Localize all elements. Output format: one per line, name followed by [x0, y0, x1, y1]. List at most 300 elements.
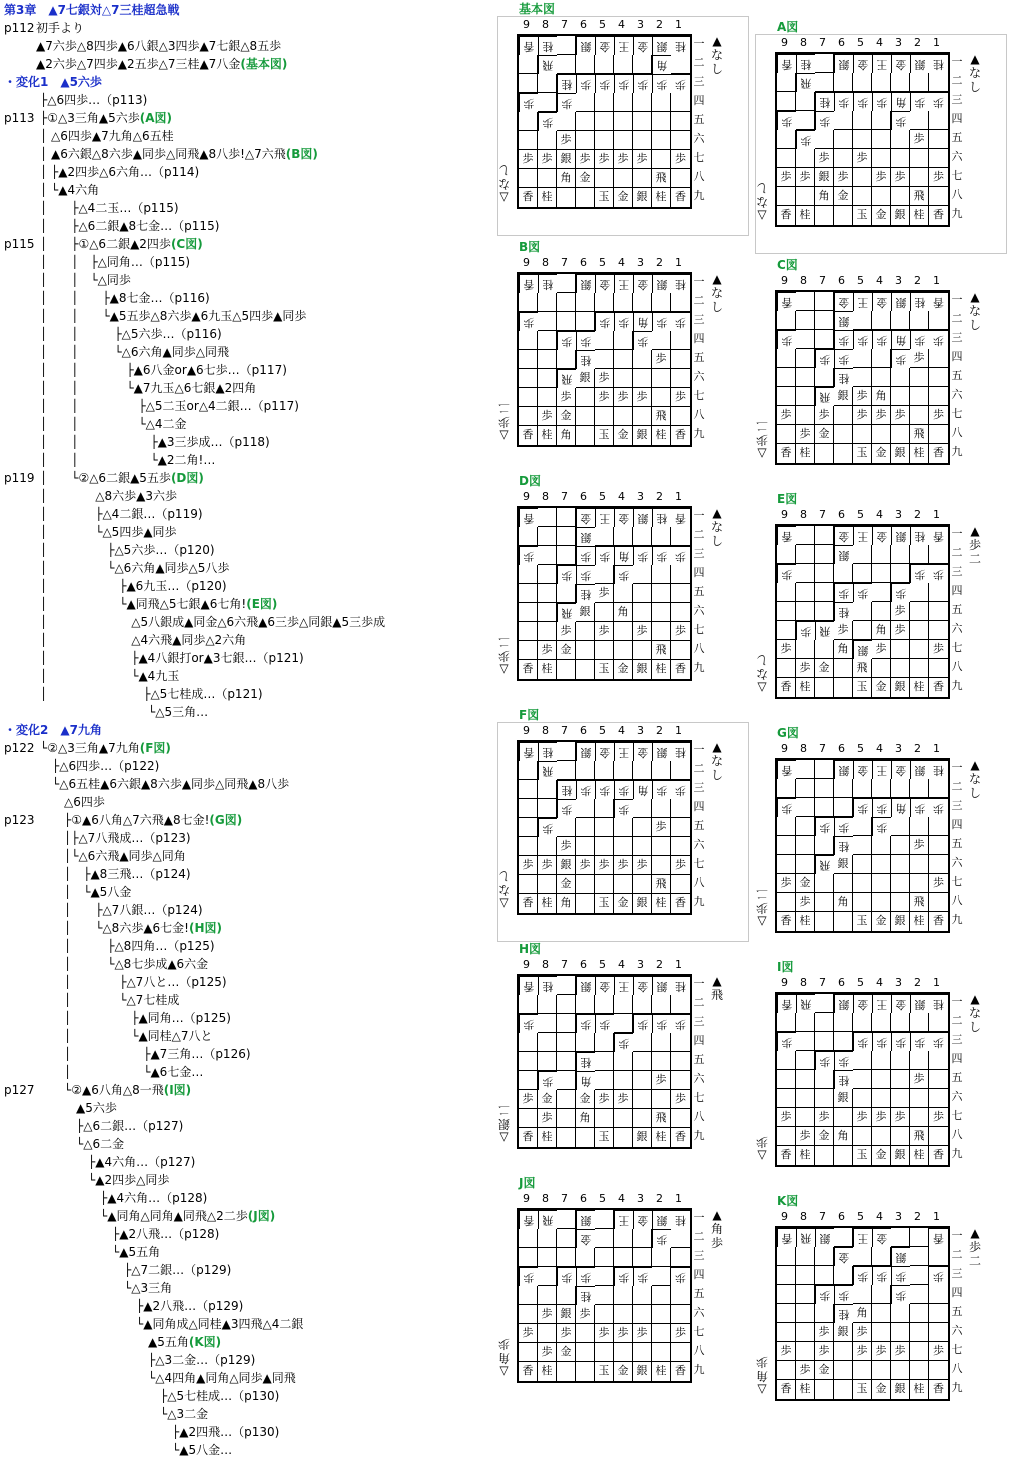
empty-square [614, 112, 633, 131]
empty-square [614, 1286, 633, 1305]
sente-piece: 角 [614, 603, 633, 622]
tree-line-text: │ ├▲8三飛…（p124) [40, 867, 191, 881]
file-label: 6 [580, 724, 587, 737]
file-label: 3 [895, 508, 902, 521]
rank-label: 四 [693, 1268, 705, 1281]
rank-label: 二 [693, 294, 705, 307]
gote-piece: 歩 [538, 818, 557, 837]
tree-line-text: │ │ ├▲6八金or▲6七歩…（p117) [40, 363, 287, 377]
gote-piece: 王 [595, 508, 614, 527]
empty-square [633, 875, 652, 894]
file-label: 4 [876, 508, 883, 521]
gote-piece: 桂 [538, 976, 557, 995]
gote-piece: 歩 [910, 1032, 929, 1051]
board-title: E図 [777, 492, 798, 506]
sente-piece: 桂 [910, 444, 929, 463]
empty-square [519, 641, 538, 660]
sente-piece: 角 [834, 1127, 853, 1146]
file-label: 2 [914, 976, 921, 989]
board-title: B図 [519, 240, 541, 254]
empty-square [815, 893, 834, 912]
sente-piece: 桂 [538, 894, 557, 913]
empty-square [891, 893, 910, 912]
sente-piece: 歩 [614, 388, 633, 407]
empty-square [796, 1032, 815, 1051]
file-label: 2 [656, 724, 663, 737]
rank-label: 一 [693, 509, 705, 522]
empty-square [796, 583, 815, 602]
rank-label: 二 [693, 56, 705, 69]
sente-piece: 歩 [633, 856, 652, 875]
empty-square [910, 817, 929, 836]
gote-piece: 金 [614, 508, 633, 527]
sente-piece: 桂 [910, 206, 929, 225]
gote-piece: 桂 [910, 526, 929, 545]
rank-label: 五 [951, 837, 963, 850]
sente-piece: 飛 [652, 169, 671, 188]
empty-square [595, 93, 614, 112]
gote-piece: 銀 [891, 1247, 910, 1266]
gote-piece: 歩 [671, 1014, 690, 1033]
empty-square [576, 660, 595, 679]
empty-square [538, 837, 557, 856]
empty-square [796, 187, 815, 206]
gote-piece: 歩 [891, 111, 910, 130]
empty-square [633, 1343, 652, 1362]
empty-square [872, 187, 891, 206]
empty-square [815, 678, 834, 697]
sente-piece: 銀 [633, 1128, 652, 1147]
tree-line [40, 290, 210, 307]
gote-piece: 歩 [872, 1032, 891, 1051]
gote-piece: 歩 [834, 583, 853, 602]
empty-square [652, 856, 671, 875]
sente-piece: 金 [614, 188, 633, 207]
tree-line-text: │ │ └▲2二角!… [40, 453, 216, 467]
sente-piece: 金 [872, 678, 891, 697]
empty-square [891, 836, 910, 855]
empty-square [519, 1229, 538, 1248]
tree-line [40, 974, 227, 991]
gote-piece: 銀 [652, 274, 671, 293]
gote-piece: 歩 [576, 74, 595, 93]
sente-piece: 角 [557, 894, 576, 913]
empty-square [796, 387, 815, 406]
tree-line-text: │ △6四歩▲7九角△6五桂 [40, 129, 174, 143]
tree-line-text: │ ├△7八と…（p125) [40, 975, 227, 989]
rank-label: 五 [693, 819, 705, 832]
gote-piece: 香 [929, 292, 948, 311]
gote-piece: 金 [595, 36, 614, 55]
tree-line-text: │ └△5四歩▲同歩 [40, 525, 177, 539]
gote-piece: 歩 [891, 1032, 910, 1051]
empty-square [796, 836, 815, 855]
gote-piece: 飛 [557, 603, 576, 622]
gote-piece: 銀 [891, 292, 910, 311]
tree-line [40, 362, 287, 379]
gote-piece: 歩 [891, 1266, 910, 1285]
empty-square [519, 622, 538, 641]
tree-line-text: ▲7六歩△8四歩▲6八銀△3四歩▲7七銀△8五歩 [36, 39, 282, 53]
sente-piece: 金 [538, 1090, 557, 1109]
file-label: 7 [819, 742, 826, 755]
tree-line [40, 1280, 172, 1297]
empty-square [614, 1248, 633, 1267]
file-label: 2 [914, 1210, 921, 1223]
empty-square [815, 798, 834, 817]
empty-square [557, 1128, 576, 1147]
empty-square [891, 1089, 910, 1108]
file-label: 2 [656, 1192, 663, 1205]
empty-square [538, 369, 557, 388]
shogi-board [517, 272, 692, 447]
sente-piece: 桂 [538, 660, 557, 679]
sente-piece: 飛 [910, 1127, 929, 1146]
tree-line [40, 1190, 207, 1207]
empty-square [614, 1109, 633, 1128]
gote-piece: 桂 [671, 274, 690, 293]
empty-square [910, 1323, 929, 1342]
tree-line [40, 542, 215, 559]
sente-piece: 玉 [853, 912, 872, 931]
empty-square [777, 779, 796, 798]
sente-piece: 歩 [891, 621, 910, 640]
rank-label: 二 [693, 1230, 705, 1243]
empty-square [872, 1089, 891, 1108]
file-label: 6 [580, 18, 587, 31]
rank-label: 五 [951, 1071, 963, 1084]
empty-square [815, 54, 834, 73]
empty-square [796, 368, 815, 387]
tree-line [40, 884, 131, 901]
gote-piece: 歩 [671, 312, 690, 331]
sente-piece: 桂 [652, 660, 671, 679]
diagram-ref: (G図) [209, 813, 243, 827]
sente-piece: 歩 [853, 406, 872, 425]
gote-piece: 金 [853, 760, 872, 779]
file-label: 6 [838, 36, 845, 49]
empty-square [519, 131, 538, 150]
sente-piece: 銀 [557, 150, 576, 169]
file-label: 6 [580, 958, 587, 971]
sente-piece: 角 [815, 187, 834, 206]
empty-square [633, 131, 652, 150]
empty-square [853, 621, 872, 640]
gote-piece: 歩 [910, 798, 929, 817]
empty-square [853, 1013, 872, 1032]
empty-square [614, 995, 633, 1014]
gote-hand: △角歩 [498, 1337, 511, 1379]
sente-piece: 歩 [538, 1343, 557, 1362]
gote-piece: 歩 [595, 546, 614, 565]
empty-square [853, 602, 872, 621]
sente-piece: 金 [872, 444, 891, 463]
empty-square [595, 1210, 614, 1229]
sente-piece: 歩 [671, 1090, 690, 1109]
file-label: 1 [933, 742, 940, 755]
file-label: 3 [895, 274, 902, 287]
empty-square [595, 407, 614, 426]
empty-square [929, 659, 948, 678]
sente-piece: 歩 [576, 150, 595, 169]
empty-square [872, 836, 891, 855]
sente-piece: 桂 [910, 678, 929, 697]
sente-piece: 銀 [633, 660, 652, 679]
tree-line-text: ▲5六歩 [40, 1101, 117, 1115]
sente-piece: 歩 [853, 1108, 872, 1127]
tree-line-text: ・変化2 ▲7九角 [4, 723, 102, 737]
file-label: 7 [561, 490, 568, 503]
empty-square [910, 1089, 929, 1108]
gote-piece: 銀 [815, 1228, 834, 1247]
rank-label: 六 [693, 604, 705, 617]
sente-piece: 歩 [872, 168, 891, 187]
empty-square [671, 818, 690, 837]
empty-square [796, 349, 815, 368]
empty-square [872, 1051, 891, 1070]
empty-square [796, 92, 815, 111]
sente-piece: 金 [614, 660, 633, 679]
empty-square [519, 875, 538, 894]
gote-hand: △歩二 [756, 887, 769, 929]
rank-label: 一 [951, 293, 963, 306]
sente-piece: 桂 [538, 188, 557, 207]
tree-line [40, 506, 203, 523]
sente-piece: 歩 [595, 150, 614, 169]
gote-piece: 銀 [652, 36, 671, 55]
sente-piece: 歩 [796, 1361, 815, 1380]
empty-square [595, 1033, 614, 1052]
empty-square [538, 331, 557, 350]
rank-label: 五 [951, 1305, 963, 1318]
empty-square [796, 817, 815, 836]
gote-piece: 歩 [633, 546, 652, 565]
empty-square [853, 368, 872, 387]
sente-piece: 歩 [595, 1324, 614, 1343]
file-label: 2 [914, 36, 921, 49]
gote-hand: △歩 [756, 1135, 769, 1163]
gote-piece: 銀 [652, 742, 671, 761]
empty-square [872, 368, 891, 387]
empty-square [891, 1070, 910, 1089]
gote-piece: 桂 [538, 742, 557, 761]
empty-square [595, 1109, 614, 1128]
rank-label: 七 [693, 1325, 705, 1338]
gote-piece: 歩 [671, 780, 690, 799]
file-label: 7 [561, 724, 568, 737]
tree-line-text: │ ├▲2四歩△6六角…（p114) [40, 165, 200, 179]
file-label: 4 [876, 976, 883, 989]
gote-piece: 香 [777, 1228, 796, 1247]
empty-square [538, 131, 557, 150]
sente-piece: 歩 [910, 836, 929, 855]
empty-square [777, 1051, 796, 1070]
sente-piece: 金 [576, 1090, 595, 1109]
empty-square [576, 622, 595, 641]
rank-label: 四 [693, 566, 705, 579]
empty-square [519, 799, 538, 818]
tree-line [40, 686, 263, 703]
empty-square [671, 1286, 690, 1305]
empty-square [777, 130, 796, 149]
sente-piece: 歩 [576, 856, 595, 875]
file-label: 7 [561, 958, 568, 971]
sente-piece: 玉 [595, 1128, 614, 1147]
tree-line-text: ▲5五角 [40, 1335, 189, 1349]
empty-square [633, 1052, 652, 1071]
tree-line [40, 452, 215, 469]
empty-square [872, 1304, 891, 1323]
tree-line-text: ├△7二銀…（p129) [40, 1263, 232, 1277]
empty-square [777, 893, 796, 912]
empty-square [614, 584, 633, 603]
gote-piece: 銀 [576, 274, 595, 293]
file-label: 3 [895, 36, 902, 49]
gote-piece: 金 [633, 976, 652, 995]
tree-line [40, 1298, 243, 1315]
empty-square [576, 55, 595, 74]
gote-piece: 歩 [834, 1285, 853, 1304]
tree-line-text: │ ├△5六歩…（p120) [40, 543, 215, 557]
gote-piece: 歩 [834, 330, 853, 349]
gote-piece: 歩 [872, 798, 891, 817]
empty-square [815, 330, 834, 349]
gote-piece: 銀 [891, 526, 910, 545]
gote-piece: 金 [834, 526, 853, 545]
sente-piece: 金 [815, 1127, 834, 1146]
file-label: 5 [857, 274, 864, 287]
file-label: 8 [800, 976, 807, 989]
empty-square [796, 1013, 815, 1032]
empty-square [538, 1229, 557, 1248]
sente-piece: 金 [796, 874, 815, 893]
empty-square [853, 349, 872, 368]
gote-piece: 歩 [872, 1266, 891, 1285]
empty-square [929, 149, 948, 168]
gote-piece: 香 [777, 994, 796, 1013]
empty-square [815, 912, 834, 931]
empty-square [929, 1285, 948, 1304]
sente-piece: 金 [815, 1361, 834, 1380]
tree-line-text: ├△3二金…（p129) [40, 1353, 256, 1367]
empty-square [576, 1248, 595, 1267]
empty-square [576, 894, 595, 913]
tree-line [40, 1046, 251, 1063]
sente-hand: ▲なし [710, 34, 723, 76]
sente-piece: 角 [557, 426, 576, 445]
rank-label: 二 [951, 312, 963, 325]
rank-label: 六 [693, 838, 705, 851]
diagram-ref: (D図) [170, 471, 204, 485]
empty-square [633, 1229, 652, 1248]
empty-square [557, 508, 576, 527]
empty-square [595, 1248, 614, 1267]
tree-line-text: └▲同角成△同桂▲3四飛△4二銀 [40, 1317, 304, 1331]
empty-square [538, 1286, 557, 1305]
empty-square [796, 760, 815, 779]
rank-label: 三 [693, 75, 705, 88]
rank-label: 三 [693, 781, 705, 794]
empty-square [576, 1343, 595, 1362]
gote-piece: 歩 [557, 565, 576, 584]
file-label: 5 [599, 490, 606, 503]
empty-square [595, 1071, 614, 1090]
gote-piece: 桂 [671, 742, 690, 761]
empty-square [557, 546, 576, 565]
empty-square [652, 1267, 671, 1286]
file-label: 8 [542, 256, 549, 269]
empty-square [929, 779, 948, 798]
empty-square [519, 350, 538, 369]
empty-square [671, 1229, 690, 1248]
empty-square [595, 527, 614, 546]
sente-piece: 飛 [910, 425, 929, 444]
rank-label: 二 [693, 996, 705, 1009]
empty-square [910, 621, 929, 640]
empty-square [557, 527, 576, 546]
variation-tree [0, 0, 500, 1459]
empty-square [853, 1127, 872, 1146]
empty-square [910, 779, 929, 798]
tree-line [40, 1352, 255, 1369]
sente-piece: 香 [675, 1364, 686, 1377]
tree-line [40, 1064, 203, 1081]
empty-square [834, 659, 853, 678]
empty-square [557, 350, 576, 369]
gote-piece: 香 [519, 508, 538, 527]
gote-hand: △歩二 [756, 419, 769, 461]
tree-line [40, 92, 147, 109]
rank-label: 三 [951, 799, 963, 812]
sente-piece: 歩 [519, 856, 538, 875]
tree-line [40, 254, 190, 271]
gote-piece: 金 [595, 976, 614, 995]
file-label: 1 [933, 976, 940, 989]
gote-piece: 銀 [576, 742, 595, 761]
empty-square [853, 836, 872, 855]
sente-piece: 香 [777, 1146, 796, 1165]
tree-line-text: │ │ └△同歩 [40, 273, 131, 287]
empty-square [614, 350, 633, 369]
gote-piece: 王 [614, 36, 633, 55]
empty-square [929, 1051, 948, 1070]
rank-label: 三 [951, 331, 963, 344]
file-label: 3 [895, 976, 902, 989]
gote-piece: 香 [929, 1228, 948, 1247]
empty-square [853, 111, 872, 130]
empty-square [910, 659, 929, 678]
sente-piece: 歩 [834, 168, 853, 187]
sente-piece: 角 [557, 169, 576, 188]
empty-square [834, 425, 853, 444]
empty-square [519, 527, 538, 546]
empty-square [910, 1108, 929, 1127]
file-label: 6 [838, 274, 845, 287]
empty-square [652, 1033, 671, 1052]
sente-piece: 歩 [834, 621, 853, 640]
empty-square [796, 1285, 815, 1304]
gote-piece: 金 [872, 526, 891, 545]
empty-square [796, 311, 815, 330]
empty-square [777, 836, 796, 855]
rank-label: 八 [951, 188, 963, 201]
section-heading [4, 74, 102, 91]
empty-square [796, 640, 815, 659]
empty-square [614, 527, 633, 546]
gote-piece: 金 [872, 1228, 891, 1247]
gote-piece: 歩 [633, 74, 652, 93]
gote-piece: 歩 [853, 583, 872, 602]
